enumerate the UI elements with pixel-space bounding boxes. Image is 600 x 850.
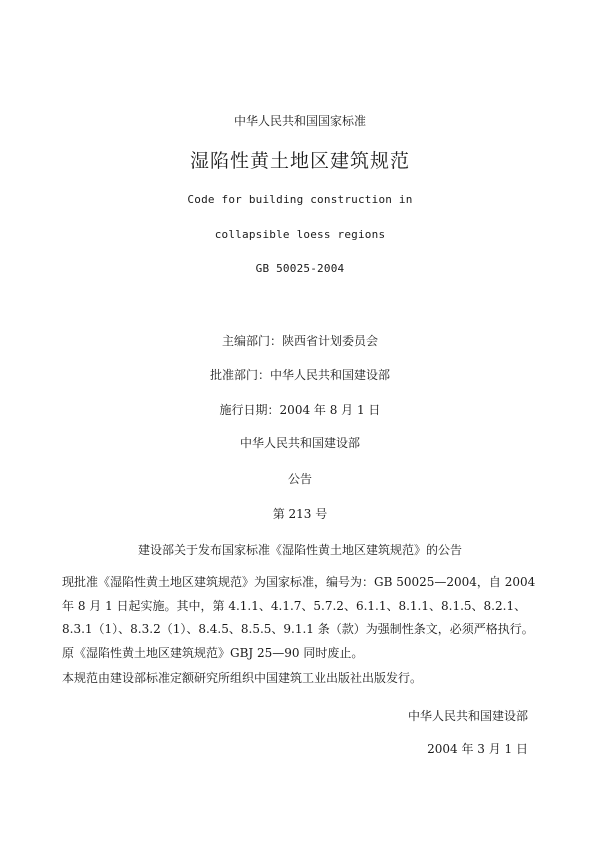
announcement-issuer: 中华人民共和国建设部 [239,436,360,450]
announcement-signature: 中华人民共和国建设部 [407,709,528,723]
announcement-date: 2004 年 3 月 1 日 [427,742,528,756]
announcement-body-paragraph-2: 本规范由建设部标准定额研究所组织中国建筑工业出版社出版发行。 [62,671,423,685]
standard-code: GB 50025-2004 [255,262,345,275]
english-title-line1: Code for building construction in [187,193,413,206]
standard-type-label: 中华人民共和国国家标准 [233,114,366,128]
approval-department: 批准部门：中华人民共和国建设部 [209,368,390,382]
effective-date: 施行日期：2004 年 8 月 1 日 [219,403,381,417]
announcement-heading: 公告 [287,472,312,486]
english-title-line2: collapsible loess regions [214,228,386,241]
page-title: 湿陷性黄土地区建筑规范 [189,150,410,172]
editor-department: 主编部门：陕西省计划委员会 [221,334,378,348]
announcement-body-paragraph-1: 现批准《湿陷性黄土地区建筑规范》为国家标准，编号为：GB 50025—2004，自 2004 年 8 月 1 日起实施。其中，第 4.1.1、4.1.7、5.7.2、6.1.1、8.1.1、8.1.5、8.2.1、8.3.1（1）、8.3.2（1）、8.4.5、8.5.5、9.1.1 条（款）为强制性条文，必须严格执行。原《湿陷性黄土地区建筑规范》GBJ 25—90 同时废止。 [62,575,536,660]
announcement-number: 第 213 号 [272,507,328,521]
announcement-subject: 建设部关于发布国家标准《湿陷性黄土地区建筑规范》的公告 [137,543,462,557]
